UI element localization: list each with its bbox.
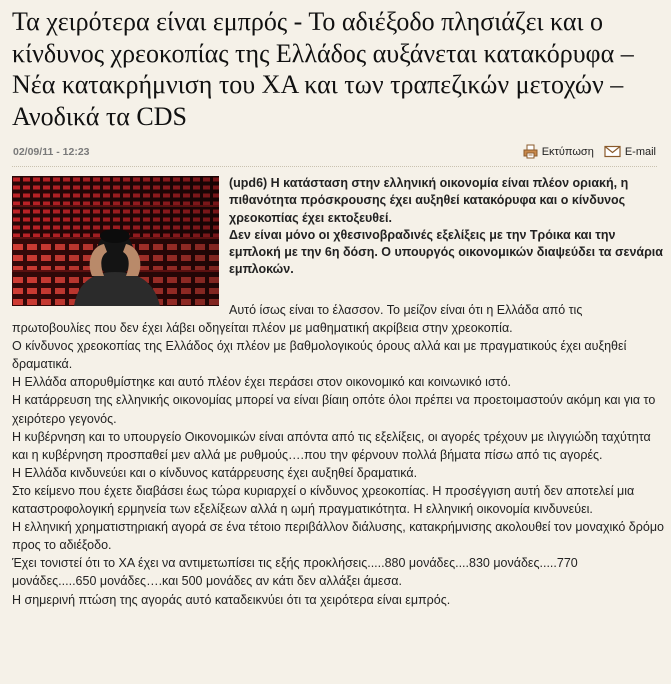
body-paragraph: Ο κίνδυνος χρεοκοπίας της Ελλάδος όχι πλέον με βαθμολογικούς όρους αλλά και με πραγματικούς έχει αυξηθεί δραματικά. bbox=[12, 339, 627, 372]
article-meta bbox=[13, 144, 656, 162]
body-paragraph: Η κυβέρνηση και το υπουργείο Οικονομικών είναι απόντα από τις εξελίξεις, οι αγορές τρέχουν με ιλιγγιώδη ταχύτητα και η κυβέρνηση προσπαθεί μεν αλλά με ρυθμούς….που την φέρνουν πολλά βήματα πίσω από τις αγορές. bbox=[12, 429, 651, 462]
lead-paragraph: Δεν είναι μόνο οι χθεσινοβραδινές εξελίξεις με την Τρόικα και την εμπλοκή με την 6η δόση. Ο υπουργός οικονομικών διαψεύδει τα σενάρια εμπλοκών. bbox=[229, 227, 663, 277]
body-paragraph: Αυτό ίσως είναι το έλασσον. Το μείζον είναι ότι η Ελλάδα από τις πρωτοβουλίες που δεν έχει λάβει οδηγείται πλέον με μαθηματική ακρίβεια στην χρεοκοπία. bbox=[12, 303, 583, 336]
publish-time: 12:23 bbox=[62, 146, 90, 158]
meta-divider bbox=[12, 166, 657, 167]
print-button[interactable] bbox=[523, 144, 594, 159]
date-value: 02/09/11 bbox=[13, 146, 54, 158]
printer-icon bbox=[523, 144, 538, 159]
article-lead bbox=[229, 175, 664, 279]
print-label: Εκτύπωση bbox=[541, 145, 594, 158]
article-tools bbox=[523, 144, 656, 159]
body-paragraph: Η κατάρρευση της ελληνικής οικονομίας μπορεί να είναι βίαιη οπότε όλοι πρέπει να προετοιμαστούν ακόμη και για το χειρότερο γεγονός. bbox=[12, 393, 656, 426]
body-paragraph: Η ελληνική χρηματιστηριακή αγορά σε ένα τέτοιο περιβάλλον διάλυσης, κατακρήμνισης ακολουθεί τον μοναχικό δρόμο προς το αδιέξοδο. bbox=[12, 520, 664, 553]
article-title: Τα χειρότερα είναι εμπρός - Το αδιέξοδο πλησιάζει και ο κίνδυνος χρεοκοπίας της Ελλάδος αυξάνεται κατακόρυφα – Νέα κατακρήμνιση του ΧΑ και των τραπεζικών μετοχών – Ανοδικά τα CDS bbox=[12, 7, 634, 131]
article-body bbox=[12, 301, 664, 609]
stock-board-photo bbox=[12, 176, 219, 306]
body-paragraph: Στο κείμενο που έχετε διαβάσει έως τώρα κυριαρχεί ο κίνδυνος χρεοκοπίας. Η προσέγγιση αυτή δεν αποτελεί μια καταστροφολογική ερμηνεία των εξελίξεων αλλά η ωμή πραγματικότητα. Η ελληνική οικονομία κινδυνεύει. bbox=[12, 483, 635, 517]
lead-paragraph: (upd6) Η κατάσταση στην ελληνική οικονομία είναι πλέον οριακή, η πιθανότητα πρόσκρουσης έχει αυξηθεί κατακόρυφα και ο κίνδυνος χρεοκοπίας έχει εκτοξευθεί. bbox=[229, 176, 629, 225]
envelope-icon bbox=[604, 145, 621, 158]
email-button[interactable] bbox=[604, 144, 656, 159]
body-paragraph: Η Ελλάδα απορυθμίστηκε και αυτό πλέον έχει περάσει στον οικονομικό και κοινωνικό ιστό. bbox=[12, 375, 512, 390]
body-paragraph: Η Ελλάδα κινδυνεύει και ο κίνδυνος κατάρρευσης έχει αυξηθεί δραματικά. bbox=[12, 465, 418, 480]
publish-date bbox=[13, 146, 90, 158]
body-paragraph: Έχει τονιστεί ότι το ΧΑ έχει να αντιμετωπίσει τις εξής προκλήσεις.....880 μονάδες....830 μονάδες.....770 μονάδες.....650 μονάδες….και 500 μονάδες αν κάτι δεν αλλάξει άμεσα. bbox=[12, 556, 578, 589]
email-label: E-mail bbox=[624, 145, 656, 158]
body-paragraph: Η σημερινή πτώση της αγοράς αυτό καταδεικνύει ότι τα χειρότερα είναι εμπρός. bbox=[12, 592, 451, 607]
stock-board-illustration bbox=[12, 176, 219, 306]
date-separator: - bbox=[53, 146, 63, 158]
